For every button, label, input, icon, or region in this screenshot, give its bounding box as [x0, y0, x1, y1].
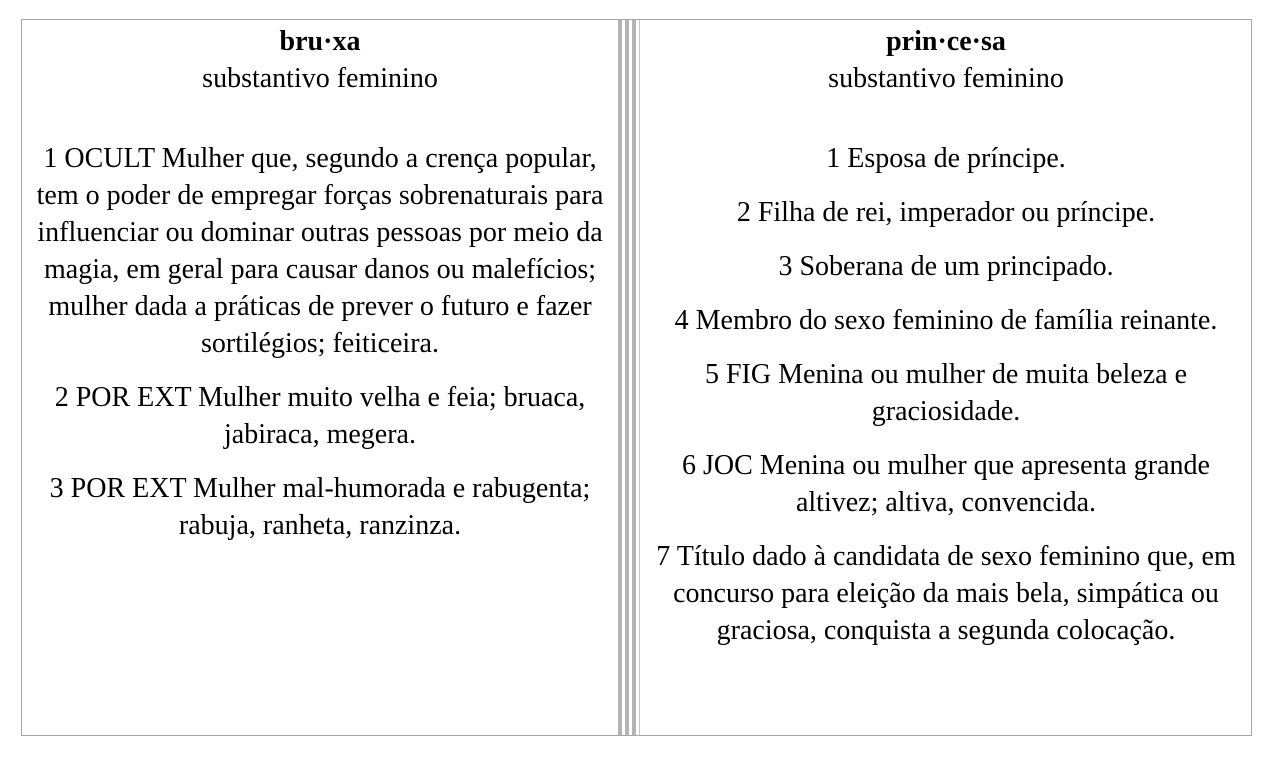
definition-list: [640, 140, 1252, 649]
definition-item: 2 POR EXT Mulher muito velha e feia; bruaca, jabiraca, megera.: [54, 382, 586, 450]
definition-item: 7 Título dado à candidata de sexo feminino que, em concurso para eleição da mais bela, simpática ou graciosa, conquista a segunda colocação.: [656, 541, 1236, 646]
divider-line: [618, 20, 622, 735]
definition-item: 1 Esposa de príncipe.: [826, 143, 1066, 174]
entry-column-bruxa: [22, 20, 618, 735]
definition-item: 1 OCULT Mulher que, segundo a crença popular, tem o poder de empregar forças sobrenaturais para influenciar ou dominar outras pessoas por meio da magia, em geral para causar danos ou malefícios; mulher dada a práticas de prever o futuro e fazer sortilégios; feiticeira.: [36, 143, 604, 359]
definition-item: 4 Membro do sexo feminino de família reinante.: [674, 305, 1218, 336]
dictionary-comparison-table: [21, 19, 1252, 736]
entry-column-princesa: [640, 20, 1252, 735]
definition-item: 5 FIG Menina ou mulher de muita beleza e graciosidade.: [704, 359, 1188, 427]
divider-line: [625, 20, 629, 735]
definition-list: [22, 140, 618, 544]
headword: bru·xa: [279, 26, 361, 57]
definition-item: 3 Soberana de um principado.: [778, 251, 1114, 282]
definition-item: 3 POR EXT Mulher mal-humorada e rabugenta; rabuja, ranheta, ranzinza.: [49, 473, 591, 541]
part-of-speech: substantivo feminino: [828, 63, 1064, 94]
column-divider: [618, 20, 640, 735]
definition-item: 2 Filha de rei, imperador ou príncipe.: [736, 197, 1156, 228]
divider-line: [632, 20, 636, 735]
headword: prin·ce·sa: [886, 26, 1006, 57]
part-of-speech: substantivo feminino: [202, 63, 438, 94]
definition-item: 6 JOC Menina ou mulher que apresenta grande altivez; altiva, convencida.: [682, 450, 1210, 518]
